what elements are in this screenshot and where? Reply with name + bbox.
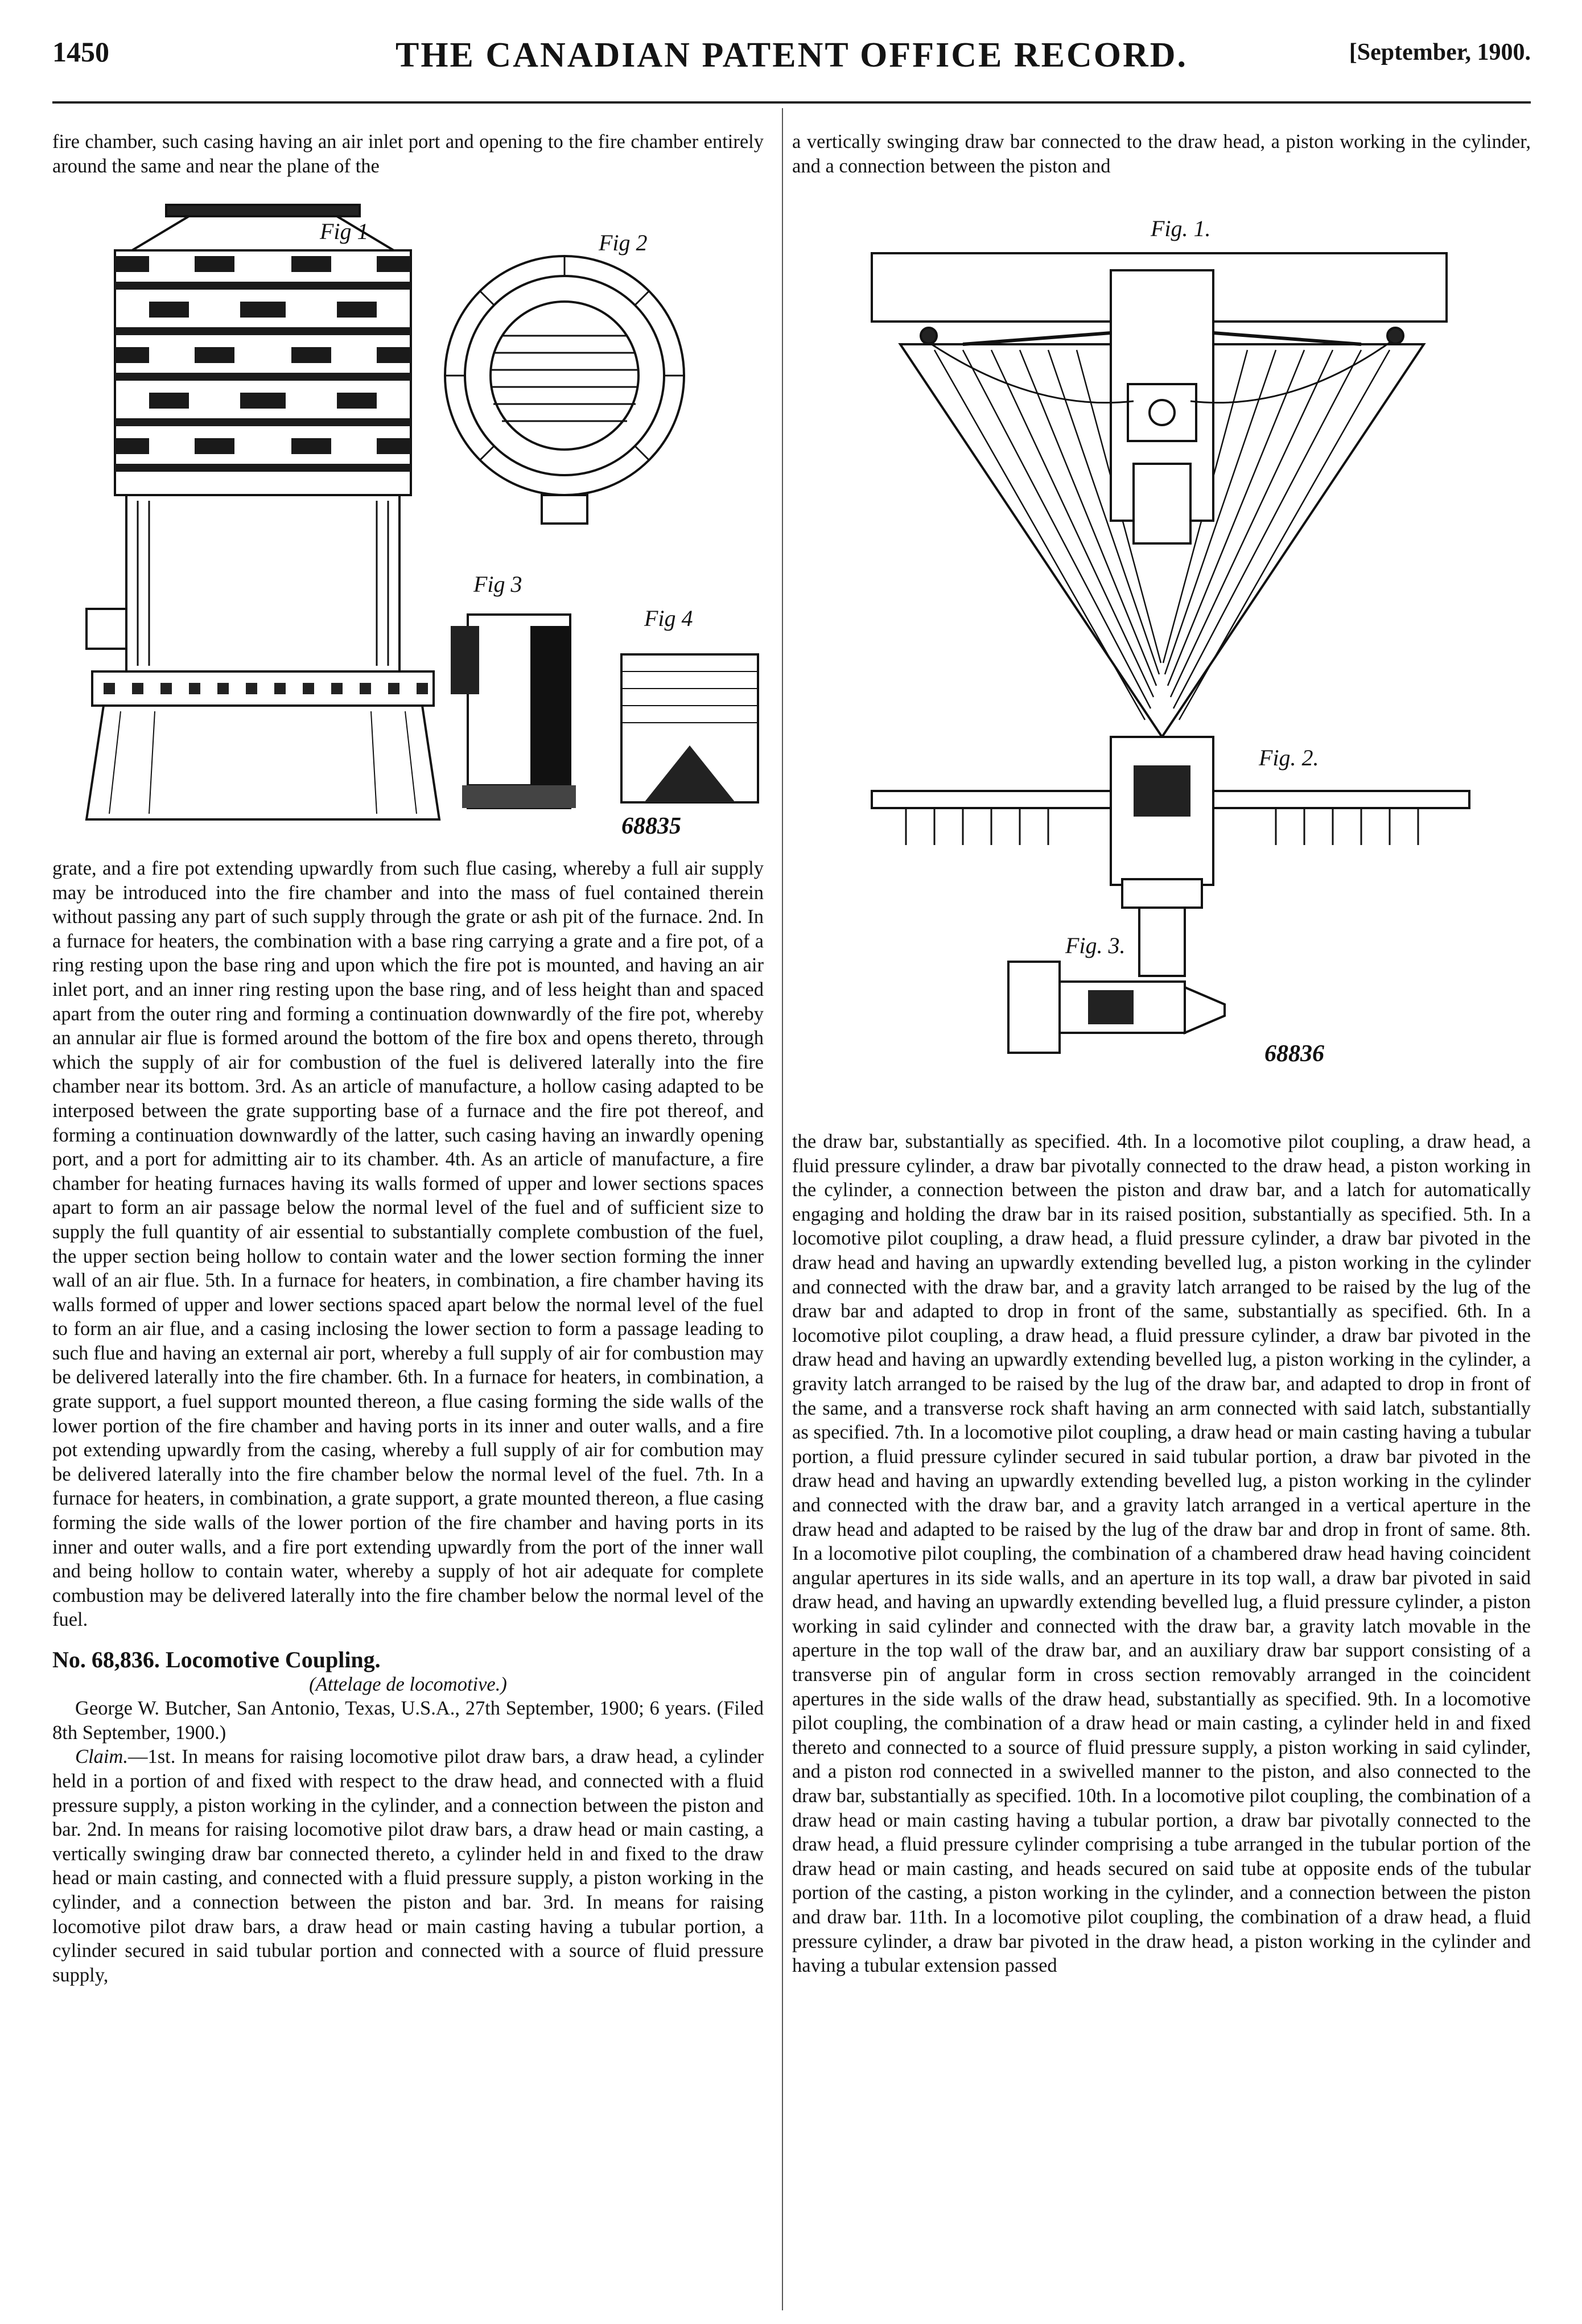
claim-label: Claim. bbox=[75, 1746, 128, 1768]
header-rule bbox=[52, 101, 1531, 104]
drawing-patent-number: 68835 bbox=[621, 813, 681, 837]
fig4-label: Fig 4 bbox=[644, 605, 693, 631]
right-column-body bbox=[792, 1130, 1531, 1978]
fig2-label: Fig. 2. bbox=[1259, 745, 1319, 770]
issue-date: [September, 1900. bbox=[1349, 39, 1531, 65]
drawing-patent-number: 68836 bbox=[1264, 1041, 1324, 1067]
left-column-body bbox=[52, 856, 764, 1987]
entry-byline: George W. Butcher, San Antonio, Texas, U.S.A., 27th September, 1900; 6 years. (Filed 8th September, 1900.) bbox=[52, 1697, 764, 1744]
furnace-patent-drawing bbox=[52, 182, 769, 837]
fig2-label: Fig 2 bbox=[599, 230, 648, 256]
left-column-top-text: fire chamber, such casing having an air inlet port and opening to the fire chamber entirely around the same and near the plane of the bbox=[52, 131, 764, 177]
coupling-patent-drawing bbox=[792, 196, 1531, 1118]
entry-claims bbox=[52, 1745, 764, 1987]
patent-68835-claims: grate, and a fire pot extending upwardly from such flue casing, whereby a full air supply may be introduced into the fire chamber and into the mass of fuel contained therein without passing any part of such supply through the grate or ash pit of the furnace. 2nd. In a furnace for heaters, the combination with a base ring carrying a grate and a fire pot, of a ring resting upon the base ring and upon which the fire pot is mounted, and having an air inlet port, and an inner ring resting upon the base ring, and of less height than and spaced apart from the outer ring and forming a continuation downwardly of the fire pot, whereby an annular air flue is formed around the bottom of the fire box and opens thereto, through which the supply of air for combustion of the fuel is delivered laterally into the fire chamber near its bottom. 3rd. As an article of manufacture, a hollow casing adapted to be interposed between the grate supporting base of a furnace and the fire pot thereof, and forming a continuation downwardly of the latter, such casing having an inwardly opening port, and a port for admitting air to its chamber. 4th. As an article of manufacture, a fire chamber for heating furnaces having its walls formed of upper and lower sections spaces apart to form an air passage below the normal level of the fuel and of sufficient size to supply the full quantity of air essential to substantially complete combustion of the fuel, the upper section being hollow to contain water and the lower section forming the inner wall of an air flue. 5th. In a furnace for heaters, in combination, a fire chamber having its walls formed of upper and lower sections spaced apart below the normal level of the fuel to form an air flue, and a casing inclosing the lower section to form a passage leading to such flue and having an external air port, whereby a full supply of air for combustion may be delivered laterally into the fire chamber. 6th. In a furnace for heaters, in combination, a grate support, a fuel support mounted thereon, a flue casing forming the side walls of the lower portion of the fire chamber and having ports in its inner and outer walls, and a fire pot extending upwardly from the casing, whereby a full supply of air for combution may be delivered laterally into the fire chamber below the normal level of the fuel. 7th. In a furnace for heaters, in combination, a grate support, a grate mounted thereon, a flue casing forming the side walls of the lower portion of the fire chamber and having ports in its inner and outer walls, and a fire port extending upwardly from the port of the inner wall and being hollow to contain water, whereby a supply of hot air adequate for complete combustion may be delivered laterally into the fire chamber below the normal level of the fuel. bbox=[52, 858, 764, 1631]
column-separator bbox=[782, 108, 783, 2310]
fig3-label: Fig 3 bbox=[473, 571, 522, 597]
publication-title: THE CANADIAN PATENT OFFICE RECORD. bbox=[395, 36, 1188, 75]
entry-heading: No. 68,836. Locomotive Coupling. bbox=[52, 1647, 381, 1672]
right-column-top-text: a vertically swinging draw bar connected to the draw head, a piston working in the cylinder, and a connection between the piston and bbox=[792, 131, 1531, 177]
fig1-label: Fig. 1. bbox=[1151, 216, 1211, 241]
patent-68836-claims-continued: the draw bar, substantially as specified. 4th. In a locomotive pilot coupling, a draw head, a fluid pressure cylinder, a draw bar pivotally connected to the draw head, a piston working in the cylinder, a connection between the piston and draw bar, and a latch for automatically engaging and holding the draw bar in its raised position, substantially as specified. 5th. In a locomotive pilot coupling, a draw head, a fluid pressure cylinder, a draw bar pivoted in the draw head and having an upwardly extending bevelled lug, a piston working in the cylinder and connected with the draw bar, and a gravity latch arranged to be raised by the lug of the draw bar and adapted to drop in front of the same, substantially as specified. 6th. In a locomotive pilot coupling, a draw head, a fluid pressure cylinder, a draw bar pivoted in the draw head and having an upwardly extending bevelled lug, a piston working in the cylinder, a gravity latch arranged to be raised by the lug of the draw bar, and adapted to drop in front of the same, and a transverse rock shaft having an arm connected with said latch, substantially as specified. 7th. In a locomotive pilot coupling, a draw head or main casting having a tubular portion, a fluid pressure cylinder secured in said tubular portion, a draw bar pivoted in the draw head and having an upwardly extending bevelled lug, a piston working in the cylinder and connected with the draw bar, and a gravity latch arranged in a vertical aperture in the draw head and adapted to be raised by the lug of the draw bar and drop in front of same. 8th. In a locomotive pilot coupling, the combination of a chambered draw head having coincident angular apertures in its side walls, and an aperture in its top wall, a draw bar pivoted in said draw head, and having an upwardly extending bevelled lug, a fluid pressure cylinder, a piston working in said cylinder and connected with the draw bar, a gravity latch movable in the aperture in the top wall of the draw bar, and an auxiliary draw bar support consisting of a transverse pin of angular form in cross section removably arranged in the coincident apertures in the side walls of the draw head, substantially as specified. 9th. In a locomotive pilot coupling, the combination of a draw head or main casting, a cylinder held in and fixed thereto and connected to a source of fluid pressure supply, a piston working in said cylinder, and a piston rod connected in a swivelled manner to the piston, and also connected to the draw bar, substantially as specified. 10th. In a locomotive pilot coupling, the combination of a draw head or main casting having a tubular portion, a draw bar pivotally connected to the draw head, a fluid pressure cylinder comprising a tube arranged in the tubular portion of the draw head or main casting, and heads secured on said tube at opposite ends of the tubular portion of the casting, a piston working in the cylinder, and a connection between the piston and draw bar. 11th. In a locomotive pilot coupling, the combination of a draw head, a fluid pressure cylinder, a draw bar pivoted in the draw head, a piston working in the cylinder and having a tubular extension passed bbox=[792, 1131, 1531, 1977]
claim-text: —1st. In means for raising locomotive pilot draw bars, a draw head, a cylinder held in a portion of and fixed with respect to the draw head, and connected with a fluid pressure supply, a piston working in the cylinder, and a connection between the piston and bar. 2nd. In means for raising locomotive pilot draw bars, a draw head or main casting, a vertically swinging draw bar connected thereto, a cylinder held in and fixed to the draw head or main casting, and connected with a fluid pressure supply, a piston working in the cylinder, and a connection between the piston and bar. 3rd. In means for raising locomotive pilot draw bars, a draw head or main casting having a tubular portion, a cylinder secured in said tubular portion and connected with a source of fluid pressure supply, bbox=[52, 1746, 764, 1986]
page-header bbox=[52, 35, 1531, 81]
fig1-label: Fig 1 bbox=[320, 219, 369, 244]
page-number: 1450 bbox=[52, 36, 109, 68]
entry-subtitle: (Attelage de locomotive.) bbox=[309, 1673, 507, 1695]
fig3-label: Fig. 3. bbox=[1065, 933, 1126, 958]
